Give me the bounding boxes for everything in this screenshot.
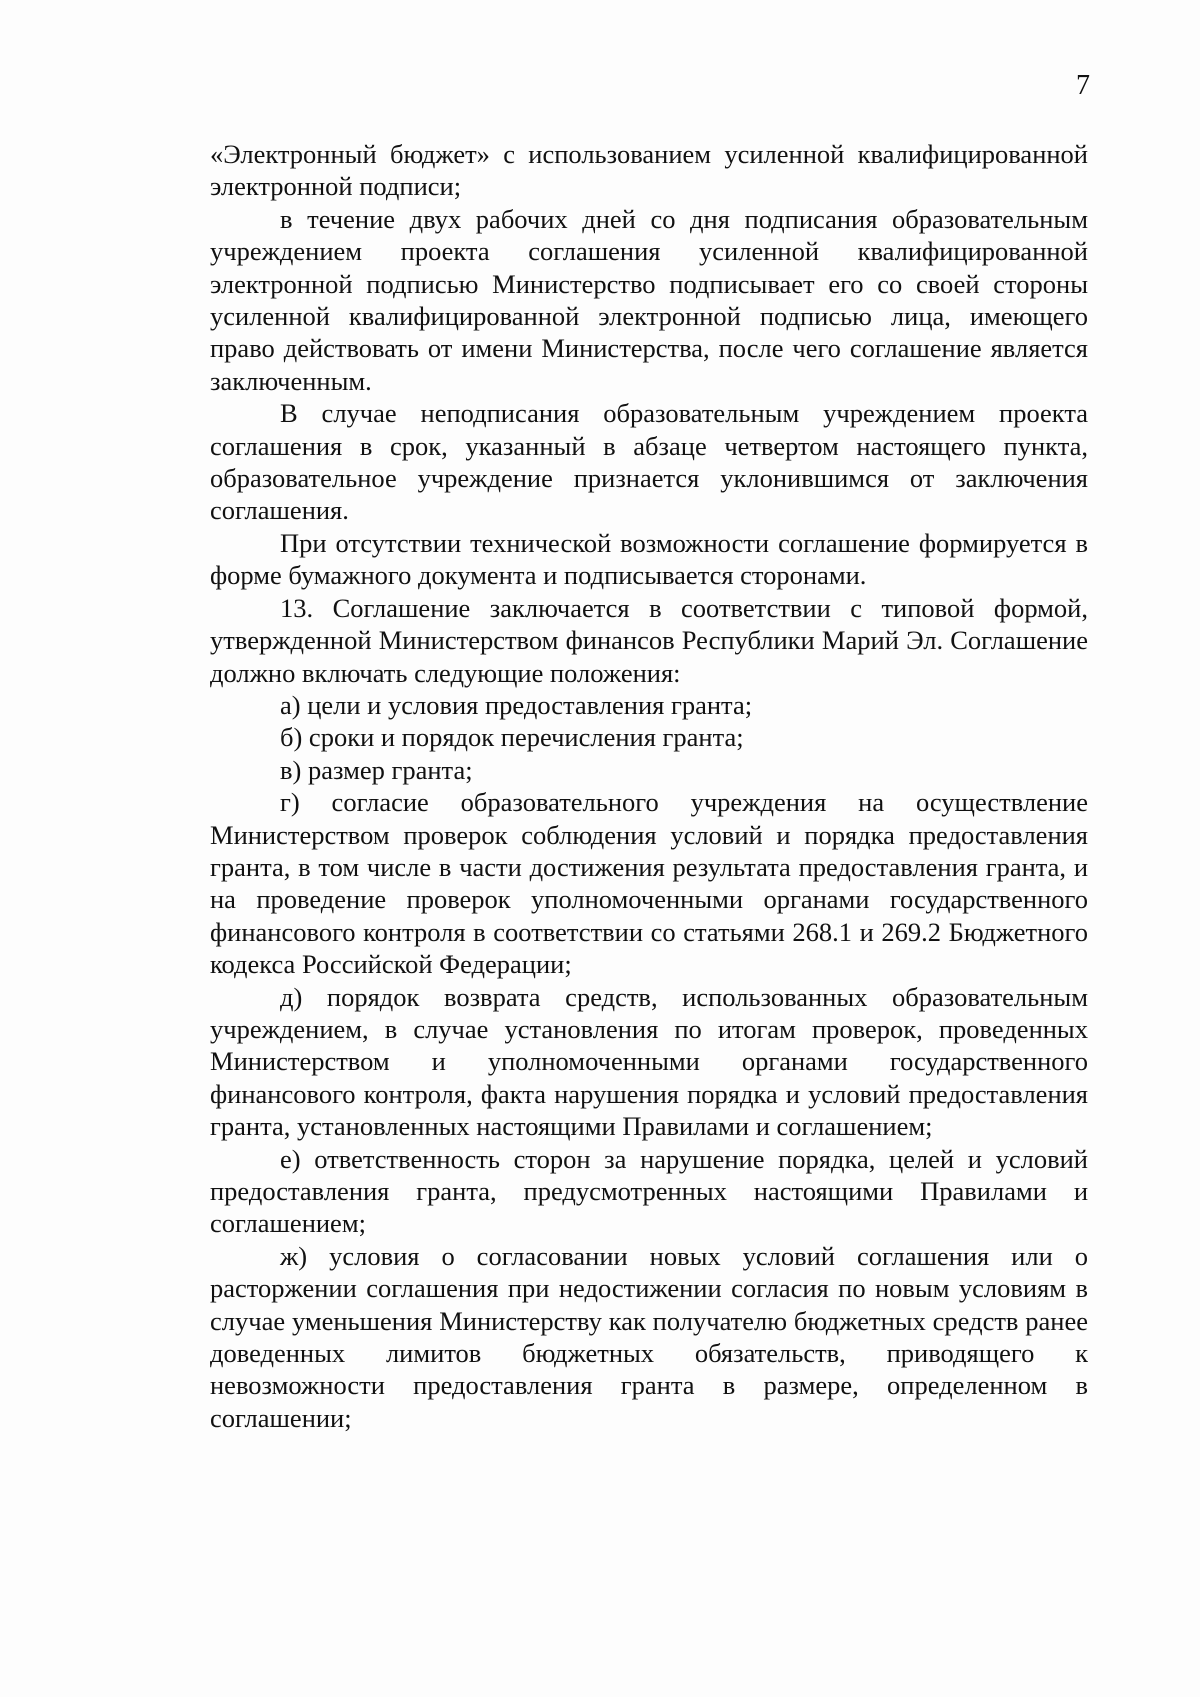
paragraph-electronic-budget: «Электронный бюджет» с использованием усиленной квалифицированной электронной подписи; xyxy=(210,139,1088,202)
paragraph-item-13: 13. Соглашение заключается в соответствии с типовой формой, утвержденной Министерством финансов Республики Марий Эл. Соглашение должно включать следующие положения: xyxy=(210,592,1088,688)
paragraph-paper-form: При отсутствии технической возможности соглашение формируется в форме бумажного документа и подписывается сторонами. xyxy=(210,527,1088,591)
page-number: 7 xyxy=(1076,70,1090,101)
list-item-v: в) размер гранта; xyxy=(280,754,473,785)
list-item-a: а) цели и условия предоставления гранта; xyxy=(280,689,753,720)
paragraph-non-signing: В случае неподписания образовательным учреждением проекта соглашения в срок, указанный в абзаце четвертом настоящего пункта, образовательное учреждение признается уклонившимся от заключения соглашения. xyxy=(210,398,1088,526)
list-item-e: е) ответственность сторон за нарушение порядка, целей и условий предоставления гранта, предусмотренных настоящими Правилами и соглашением; xyxy=(210,1143,1088,1239)
list-item-d: д) порядок возврата средств, использованных образовательным учреждением, в случае установления по итогам проверок, проведенных Министерством и уполномоченными органами государственного финансового контроля, факта нарушения порядка и условий предоставления гранта, установленных настоящими Правилами и соглашением; xyxy=(210,981,1088,1142)
list-item-b: б) сроки и порядок перечисления гранта; xyxy=(280,722,744,753)
paragraph-signing-term: в течение двух рабочих дней со дня подписания образовательным учреждением проекта соглашения усиленной квалифицированной электронной подписью Министерство подписывает его со своей стороны усиленной квалифицированной электронной подписью лица, имеющего право действовать от имени Министерства, после чего соглашение является заключенным. xyxy=(210,203,1088,396)
document-body xyxy=(210,138,1088,1434)
list-item-zh: ж) условия о согласовании новых условий соглашения или о расторжении соглашения при недостижении согласия по новым условиям в случае уменьшения Министерству как получателю бюджетных средств ранее доведенных лимитов бюджетных обязательств, приводящего к невозможности предоставления гранта в размере, определенном в соглашении; xyxy=(210,1240,1088,1433)
list-item-g: г) согласие образовательного учреждения на осуществление Министерством проверок соблюдения условий и порядка предоставления гранта, в том числе в части достижения результата предоставления гранта, и на проведение проверок уполномоченными органами государственного финансового контроля в соответствии со статьями 268.1 и 269.2 Бюджетного кодекса Российской Федерации; xyxy=(210,787,1088,980)
